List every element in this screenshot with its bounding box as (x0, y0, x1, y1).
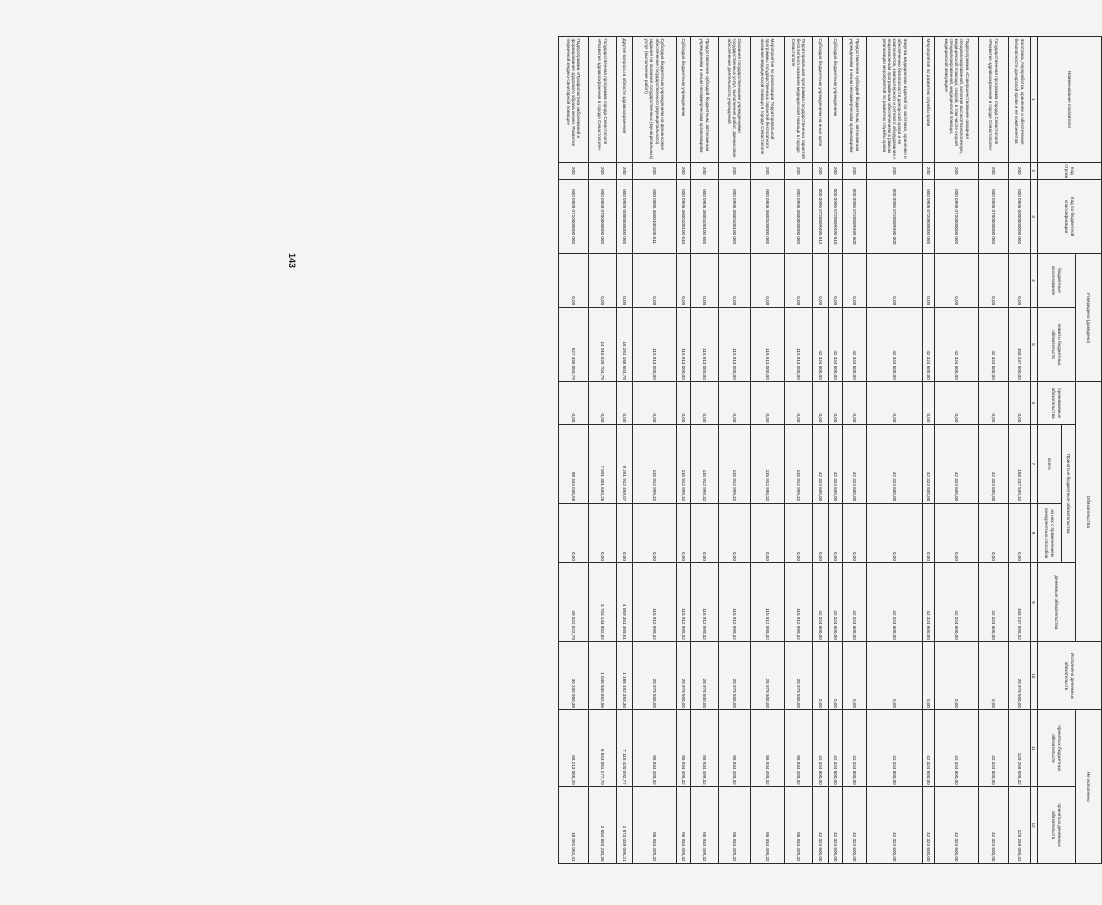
cell-executed: 28 978 500,00 (1008, 642, 1030, 710)
column-number: 7 (1030, 424, 1037, 503)
cell-monetary: 158 237 599,32 (1008, 563, 1030, 642)
cell-row-code: 200 (922, 162, 934, 179)
cell-accepted-total: 9 251 912 469,07 (616, 424, 632, 503)
table-row (676, 37, 690, 864)
cell-not-exec-monetary: 18 091 062,41 (558, 787, 588, 864)
cell-monetary: 115 912 999,32 (718, 563, 750, 642)
cell-accepted-total: 42 324 600,00 (842, 424, 866, 503)
cell-budget-code: 000 0906 0720000000 000 (934, 179, 978, 254)
cell-limits: 115 913 000,00 (632, 307, 676, 382)
cell-monetary: 4 059 351 489,51 (616, 563, 632, 642)
cell-prinimaemye: 0,00 (978, 382, 1008, 425)
cell-prinimaemye: 0,00 (842, 382, 866, 425)
header-not-exec-budget: принятых бюджетных обязательств (1038, 710, 1076, 787)
header-name: Наименование показателя (1038, 37, 1102, 163)
cell-monetary: 42 324 600,00 (866, 563, 922, 642)
cell-row-code: 200 (718, 162, 750, 179)
cell-name: Подпрограмма «Профилактика заболеваний и формирование здорового образа жизни. Развитие первичной медико-санитарной помощи» (558, 37, 588, 163)
header-approved: Утверждено (доведено) (1076, 254, 1102, 382)
header-not-exec-monetary: принятых денежных обязательств (1038, 787, 1076, 864)
cell-row-code: 200 (842, 162, 866, 179)
table-row (588, 37, 616, 864)
column-number: 12 (1030, 787, 1037, 864)
cell-limits: 42 324 600,00 (828, 307, 842, 382)
cell-accepted-competitive: 0,00 (676, 503, 690, 563)
cell-budget-code: 000 0906 072060R490 600 (842, 179, 866, 254)
table-row (632, 37, 676, 864)
cell-appropriations: 0,00 (866, 254, 922, 307)
cell-not-exec-budget: 42 324 600,00 (978, 710, 1008, 787)
cell-appropriations: 0,00 (750, 254, 784, 307)
cell-appropriations: 0,00 (828, 254, 842, 307)
cell-monetary: 115 912 999,32 (750, 563, 784, 642)
cell-row-code: 200 (866, 162, 922, 179)
page-number-text: 143 (287, 253, 297, 269)
cell-executed: 28 978 500,00 (632, 642, 676, 710)
column-number-row (1030, 37, 1037, 864)
cell-not-exec-budget: 42 324 600,00 (828, 710, 842, 787)
cell-not-exec-budget: 86 934 499,32 (750, 710, 784, 787)
cell-monetary: 42 324 600,00 (842, 563, 866, 642)
cell-prinimaemye: 0,00 (616, 382, 632, 425)
cell-budget-code: 000 0906 3600100100 610 (676, 179, 690, 254)
cell-prinimaemye: 0,00 (676, 382, 690, 425)
cell-budget-code: 000 0906 0720600000 000 (922, 179, 934, 254)
cell-row-code: 200 (784, 162, 812, 179)
cell-monetary: 115 912 999,32 (690, 563, 718, 642)
table-row (784, 37, 812, 864)
table-row (750, 37, 784, 864)
cell-name: Мероприятия по развитию службы крови (922, 37, 934, 163)
cell-accepted-competitive: 0,00 (922, 503, 934, 563)
cell-accepted-competitive: 0,00 (718, 503, 750, 563)
cell-accepted-competitive: 0,00 (750, 503, 784, 563)
cell-executed: 1 048 530 652,86 (588, 642, 616, 710)
cell-executed: 0,00 (866, 642, 922, 710)
cell-not-exec-budget: 86 934 499,32 (632, 710, 676, 787)
cell-name: Предоставление субсидий бюджетным, автономным учреждениям и иным некоммерческим организациям (842, 37, 866, 163)
cell-appropriations: 0,00 (934, 254, 978, 307)
cell-limits: 42 324 600,00 (922, 307, 934, 382)
cell-row-code: 200 (828, 162, 842, 179)
cell-executed: 30 230 960,38 (558, 642, 588, 710)
cell-monetary: 42 324 600,00 (934, 563, 978, 642)
column-number: 6 (1030, 382, 1037, 425)
cell-not-exec-monetary: 42 324 600,00 (866, 787, 922, 864)
header-limits: лимиты бюджетных обязательств (1038, 307, 1076, 382)
cell-accepted-total: 115 912 999,32 (632, 424, 676, 503)
cell-appropriations: 0,00 (922, 254, 934, 307)
cell-budget-code: 000 0906 3600000000 000 (784, 179, 812, 254)
cell-prinimaemye: 0,00 (784, 382, 812, 425)
cell-name: Государственная программа города Севастополя «Развитие здравоохранения в городе Севастополе» (978, 37, 1008, 163)
cell-accepted-total: 158 237 599,32 (1008, 424, 1030, 503)
cell-not-exec-monetary: 42 324 600,00 (812, 787, 828, 864)
column-number: 5 (1030, 307, 1037, 382)
column-number: 10 (1030, 642, 1037, 710)
cell-appropriations: 0,00 (690, 254, 718, 307)
cell-name: Субсидии бюджетным учреждениям (676, 37, 690, 163)
header-monetary: денежные обязательства (1038, 563, 1076, 642)
cell-budget-code: 000 0906 072060R490 000 (866, 179, 922, 254)
header-accepted-budget: Принятые бюджетные обязательства (1062, 424, 1076, 563)
cell-monetary: 42 324 600,00 (828, 563, 842, 642)
cell-accepted-competitive: 0,00 (632, 503, 676, 563)
cell-not-exec-monetary: 42 324 600,00 (922, 787, 934, 864)
cell-monetary: 115 912 999,32 (784, 563, 812, 642)
cell-monetary: 49 322 022,79 (558, 563, 588, 642)
header-appropriations: бюджетные ассигнования (1038, 254, 1076, 307)
cell-executed: 0,00 (978, 642, 1008, 710)
table-row (842, 37, 866, 864)
table-row (718, 37, 750, 864)
cell-not-exec-budget: 42 324 600,00 (812, 710, 828, 787)
cell-monetary: 3 703 143 882,82 (588, 563, 616, 642)
table-header (1030, 37, 1101, 864)
cell-executed: 28 978 500,00 (690, 642, 718, 710)
cell-budget-code: 000 0909 0700000000 000 (588, 179, 616, 254)
cell-prinimaemye: 0,00 (588, 382, 616, 425)
cell-executed: 28 978 500,00 (718, 642, 750, 710)
cell-not-exec-monetary: 86 934 499,32 (784, 787, 812, 864)
cell-budget-code: 000 0906 0000000000 000 (1008, 179, 1030, 254)
cell-name: Предоставление субсидий бюджетным, автономным учреждениям и иным некоммерческим организациям (690, 37, 718, 163)
cell-limits: 115 913 000,00 (676, 307, 690, 382)
cell-executed: 1 186 492 393,30 (616, 642, 632, 710)
cell-monetary: 115 912 999,32 (676, 563, 690, 642)
cell-row-code: 200 (750, 162, 784, 179)
table-row (690, 37, 718, 864)
cell-accepted-total: 115 912 999,32 (690, 424, 718, 503)
cell-executed: 28 978 500,00 (784, 642, 812, 710)
cell-prinimaemye: 0,00 (718, 382, 750, 425)
cell-budget-code: 000 0906 3600100100 000 (718, 179, 750, 254)
column-number: 9 (1030, 563, 1037, 642)
cell-accepted-competitive: 0,00 (588, 503, 616, 563)
cell-prinimaemye: 0,00 (690, 382, 718, 425)
cell-not-exec-monetary: 42 324 600,00 (828, 787, 842, 864)
cell-executed: 0,00 (934, 642, 978, 710)
cell-not-exec-budget: 86 934 499,32 (718, 710, 750, 787)
cell-appropriations: 0,00 (676, 254, 690, 307)
cell-not-exec-budget: 42 324 600,00 (842, 710, 866, 787)
cell-accepted-competitive: 0,00 (558, 503, 588, 563)
cell-executed: 0,00 (812, 642, 828, 710)
column-number: 11 (1030, 710, 1037, 787)
cell-budget-code: 000 0906 3600100100 611 (632, 179, 676, 254)
cell-name: Субсидии бюджетным учреждениям на иные цели (812, 37, 828, 163)
cell-accepted-total: 42 324 600,00 (828, 424, 842, 503)
table-row (828, 37, 842, 864)
cell-budget-code: 000 0909 0000000000 000 (616, 179, 632, 254)
cell-not-exec-budget: 6 843 051 177,70 (588, 710, 616, 787)
cell-executed: 0,00 (828, 642, 842, 710)
header-of-which: из них с применением конкурентных способов (1038, 503, 1062, 563)
cell-row-code: 200 (616, 162, 632, 179)
table-row (866, 37, 922, 864)
cell-limits: 42 324 600,00 (866, 307, 922, 382)
table-row (922, 37, 934, 864)
cell-name: Подпрограмма «Совершенствование оказания специализированной, включая высокотехнологичную, медицинской помощи, скорой, в том числе скорой специализированной, медицинской помощи, медицинской эвакуации» (934, 37, 978, 163)
cell-prinimaemye: 0,00 (1008, 382, 1030, 425)
cell-limits: 627 456 050,79 (558, 307, 588, 382)
cell-monetary: 42 324 600,00 (812, 563, 828, 642)
cell-name: Закупка медицинских изделий по заготовке, хранению и обеспечению безопасности донорской крови и ее компонентов, компьютерного и сетевого оборудования с лицензионным программным обеспечением в рамках реализации мероприятий по развитию службы крови (866, 37, 922, 163)
cell-row-code: 200 (588, 162, 616, 179)
cell-row-code: 200 (632, 162, 676, 179)
cell-name: Субсидии бюджетным учреждениям на финансовое обеспечение государственного (муниципального) задания на оказание государственных (муниципальных) услуг (выполнение работ) (632, 37, 676, 163)
table-body (558, 37, 1030, 864)
cell-not-exec-budget: 42 324 600,00 (934, 710, 978, 787)
cell-not-exec-monetary: 2 654 893 230,36 (588, 787, 616, 864)
cell-accepted-total: 115 912 999,32 (676, 424, 690, 503)
cell-appropriations: 0,00 (632, 254, 676, 307)
cell-name: Оказание государственными учреждениями государственных услуг, выполнение работ, финансовое обеспечение деятельности учреждений (718, 37, 750, 163)
cell-accepted-competitive: 0,00 (934, 503, 978, 563)
cell-not-exec-budget: 42 324 600,00 (866, 710, 922, 787)
cell-appropriations: 0,00 (588, 254, 616, 307)
cell-row-code: 200 (812, 162, 828, 179)
cell-limits: 115 913 000,00 (690, 307, 718, 382)
cell-limits: 42 324 600,00 (842, 307, 866, 382)
cell-not-exec-budget: 129 259 099,32 (1008, 710, 1030, 787)
cell-appropriations: 0,00 (718, 254, 750, 307)
cell-accepted-competitive: 0,00 (812, 503, 828, 563)
header-budget-code: Код по бюджетной классификации (1038, 179, 1102, 254)
cell-appropriations: 0,00 (784, 254, 812, 307)
cell-name: Субсидии бюджетным учреждениям (828, 37, 842, 163)
cell-accepted-competitive: 0,00 (616, 503, 632, 563)
column-number: 2 (1030, 162, 1037, 179)
cell-accepted-total: 7 891 301 693,26 (588, 424, 616, 503)
cell-accepted-total: 115 912 999,32 (784, 424, 812, 503)
cell-limits: 115 913 000,00 (750, 307, 784, 382)
cell-not-exec-monetary: 129 259 099,32 (1008, 787, 1030, 864)
header-executed: Исполнено денежных обязательств (1038, 642, 1102, 710)
table-row (616, 37, 632, 864)
cell-accepted-total: 42 324 600,00 (812, 424, 828, 503)
cell-not-exec-monetary: 86 934 499,32 (676, 787, 690, 864)
cell-accepted-total: 42 324 600,00 (922, 424, 934, 503)
cell-not-exec-monetary: 86 934 499,32 (632, 787, 676, 864)
cell-prinimaemye: 0,00 (934, 382, 978, 425)
cell-executed: 28 978 500,00 (676, 642, 690, 710)
cell-row-code: 200 (1008, 162, 1030, 179)
cell-not-exec-monetary: 42 324 600,00 (934, 787, 978, 864)
cell-accepted-competitive: 0,00 (1008, 503, 1030, 563)
cell-name: Другие вопросы в области здравоохранения (616, 37, 632, 163)
cell-limits: 42 324 600,00 (934, 307, 978, 382)
cell-accepted-total: 98 444 045,58 (558, 424, 588, 503)
cell-executed: 0,00 (842, 642, 866, 710)
cell-limits: 115 913 000,00 (718, 307, 750, 382)
header-vsego: всего (1038, 424, 1062, 503)
cell-appropriations: 0,00 (978, 254, 1008, 307)
cell-not-exec-monetary: 86 934 499,32 (750, 787, 784, 864)
table-row (1008, 37, 1030, 864)
column-number: 8 (1030, 503, 1037, 563)
cell-executed: 28 978 500,00 (750, 642, 784, 710)
page-number (0, 0, 297, 269)
cell-not-exec-monetary: 86 934 499,32 (690, 787, 718, 864)
report-sheet (565, 36, 1102, 864)
cell-limits: 15 281 168 604,78 (616, 307, 632, 382)
table-row (934, 37, 978, 864)
cell-limits: 158 237 600,00 (1008, 307, 1030, 382)
table-row (978, 37, 1008, 864)
header-prinimaemye: принимаемые обязательства (1038, 382, 1076, 425)
cell-appropriations: 0,00 (812, 254, 828, 307)
cell-name: Заготовка, переработка, хранение и обеспечение безопасности донорской крови и ее компонентов (1008, 37, 1030, 163)
cell-monetary: 42 324 600,00 (978, 563, 1008, 642)
header-not-executed: Не исполнено (1076, 710, 1102, 864)
column-number: 1 (1030, 37, 1037, 163)
cell-not-exec-monetary: 86 934 499,32 (718, 787, 750, 864)
cell-prinimaemye: 0,00 (632, 382, 676, 425)
header-obligations: Обязательства (1076, 382, 1102, 642)
cell-budget-code: 000 0906 0700000000 000 (978, 179, 1008, 254)
cell-prinimaemye: 0,00 (828, 382, 842, 425)
column-number: 3 (1030, 179, 1037, 254)
cell-name: Территориальная программа государственных гарантий бесплатного оказания медицинской помощи в городе Севастополе (784, 37, 812, 163)
budget-execution-table (558, 36, 1102, 864)
cell-budget-code: 000 0906 3600100000 000 (750, 179, 784, 254)
cell-appropriations: 0,00 (842, 254, 866, 307)
cell-accepted-competitive: 0,00 (866, 503, 922, 563)
cell-appropriations: 0,00 (1008, 254, 1030, 307)
cell-appropriations: 0,00 (616, 254, 632, 307)
cell-limits: 42 324 600,00 (978, 307, 1008, 382)
cell-not-exec-budget: 42 324 600,00 (922, 710, 934, 787)
cell-monetary: 42 324 600,00 (922, 563, 934, 642)
column-number: 4 (1030, 254, 1037, 307)
cell-budget-code: 000 0906 072060R490 610 (828, 179, 842, 254)
cell-not-exec-monetary: 2 873 039 096,21 (616, 787, 632, 864)
table-row (558, 37, 588, 864)
cell-not-exec-monetary: 42 324 600,00 (978, 787, 1008, 864)
cell-not-exec-monetary: 42 324 600,00 (842, 787, 866, 864)
cell-prinimaemye: 0,00 (922, 382, 934, 425)
cell-accepted-total: 115 912 999,32 (750, 424, 784, 503)
cell-row-code: 200 (676, 162, 690, 179)
cell-prinimaemye: 0,00 (866, 382, 922, 425)
cell-accepted-competitive: 0,00 (842, 503, 866, 563)
cell-accepted-total: 42 324 600,00 (866, 424, 922, 503)
cell-prinimaemye: 0,00 (558, 382, 588, 425)
cell-monetary: 115 912 999,32 (632, 563, 676, 642)
cell-accepted-competitive: 0,00 (828, 503, 842, 563)
cell-row-code: 200 (934, 162, 978, 179)
cell-row-code: 200 (558, 162, 588, 179)
cell-not-exec-budget: 86 934 499,32 (690, 710, 718, 787)
cell-accepted-competitive: 0,00 (784, 503, 812, 563)
cell-prinimaemye: 0,00 (812, 382, 828, 425)
cell-appropriations: 0,00 (558, 254, 588, 307)
cell-name: Мероприятия по реализации Территориальной программы государственных гарантий бесплатного оказания медицинской помощи в городе Севастополе (750, 37, 784, 163)
cell-limits: 14 916 028 704,79 (588, 307, 616, 382)
cell-budget-code: 000 0909 0710000000 000 (558, 179, 588, 254)
cell-name: Государственная программа города Севастополя «Развитие здравоохранения в городе Севастополе» (588, 37, 616, 163)
cell-not-exec-budget: 68 213 085,20 (558, 710, 588, 787)
cell-not-exec-budget: 86 934 499,32 (676, 710, 690, 787)
table-row (812, 37, 828, 864)
cell-accepted-competitive: 0,00 (690, 503, 718, 563)
cell-not-exec-budget: 7 115 420 092,77 (616, 710, 632, 787)
cell-accepted-competitive: 0,00 (978, 503, 1008, 563)
cell-budget-code: 000 0906 072060R490 612 (812, 179, 828, 254)
cell-limits: 115 913 000,00 (784, 307, 812, 382)
cell-limits: 42 324 600,00 (812, 307, 828, 382)
cell-budget-code: 000 0906 3600100100 600 (690, 179, 718, 254)
cell-executed: 0,00 (922, 642, 934, 710)
cell-row-code: 200 (978, 162, 1008, 179)
cell-accepted-total: 42 324 600,00 (978, 424, 1008, 503)
header-row-code: Код строки (1038, 162, 1102, 179)
cell-accepted-total: 115 912 999,32 (718, 424, 750, 503)
cell-not-exec-budget: 86 934 499,32 (784, 710, 812, 787)
cell-row-code: 200 (690, 162, 718, 179)
cell-prinimaemye: 0,00 (750, 382, 784, 425)
cell-accepted-total: 42 324 600,00 (934, 424, 978, 503)
